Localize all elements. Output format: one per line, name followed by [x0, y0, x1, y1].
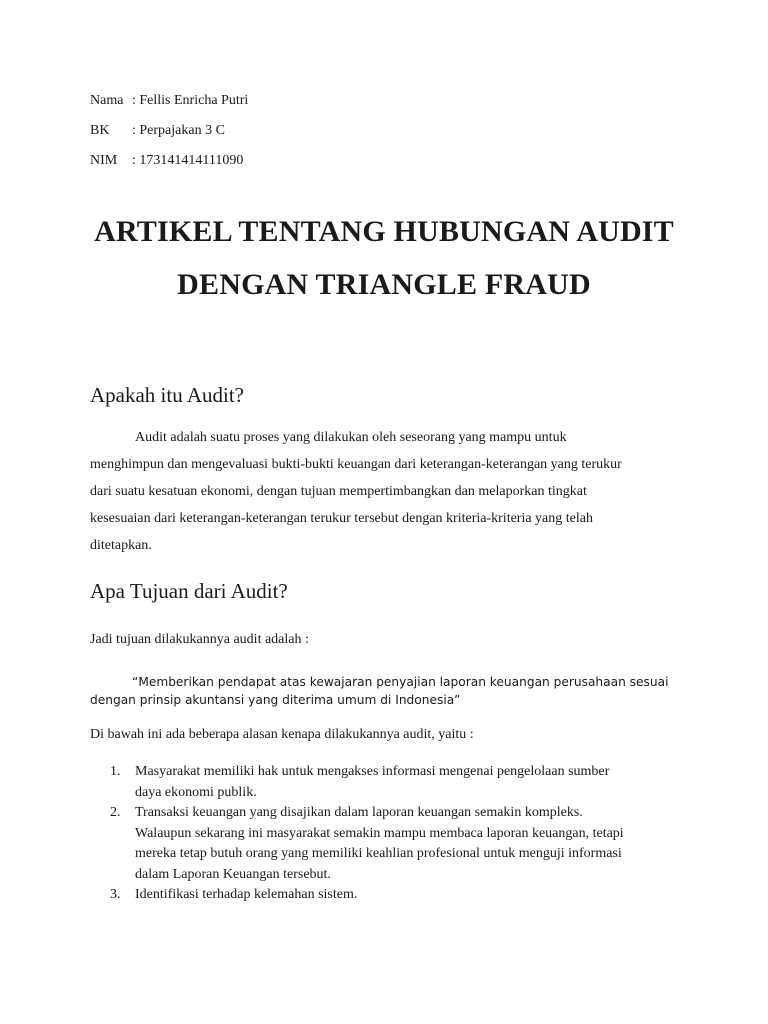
list-item-line: Masyarakat memiliki hak untuk mengakses informasi mengenai pengelolaan sumber [135, 764, 610, 779]
article-title-line-1: ARTIKEL TENTANG HUBUNGAN AUDIT [94, 215, 674, 248]
list-item [110, 885, 680, 906]
meta-nama [90, 93, 248, 109]
meta-nama-label: Nama [90, 93, 124, 108]
reasons-intro: Di bawah ini ada beberapa alasan kenapa dilakukannya audit, yaitu : [90, 727, 474, 742]
section-heading-tujuan-audit: Apa Tujuan dari Audit? [90, 579, 288, 603]
quote-line: “Memberikan pendapat atas kewajaran penyajian laporan keuangan perusahaan sesuai [132, 675, 669, 689]
list-item [110, 803, 680, 885]
tujuan-quote [90, 673, 680, 709]
list-number: 1. [110, 764, 121, 779]
meta-nim-value: : 173141414111090 [132, 153, 244, 168]
reasons-list [110, 762, 680, 906]
audit-definition-paragraph [90, 424, 690, 559]
list-number: 2. [110, 805, 121, 820]
meta-nama-value: : Fellis Enricha Putri [132, 93, 249, 108]
section-heading-apakah-audit: Apakah itu Audit? [90, 383, 244, 407]
paragraph-line: kesesuaian dari keterangan-keterangan terukur tersebut dengan kriteria-kriteria yang telah [90, 511, 593, 526]
meta-nim-label: NIM [90, 153, 118, 168]
quote-line: dengan prinsip akuntansi yang diterima umum di Indonesia” [90, 693, 461, 707]
tujuan-intro: Jadi tujuan dilakukannya audit adalah : [90, 632, 309, 647]
list-item-line: Identifikasi terhadap kelemahan sistem. [135, 887, 358, 902]
paragraph-line: dari suatu kesatuan ekonomi, dengan tujuan mempertimbangkan dan melaporkan tingkat [90, 484, 587, 499]
list-item-line: Walaupun sekarang ini masyarakat semakin mampu membaca laporan keuangan, tetapi [135, 825, 624, 841]
list-item [110, 762, 680, 803]
list-item-line: dalam Laporan Keuangan tersebut. [135, 866, 331, 882]
paragraph-line: menghimpun dan mengevaluasi bukti-bukti keuangan dari keterangan-keterangan yang terukur [90, 457, 622, 472]
article-title-line-2: DENGAN TRIANGLE FRAUD [177, 268, 591, 301]
list-item-line: Transaksi keuangan yang disajikan dalam laporan keuangan semakin kompleks. [135, 805, 583, 820]
paragraph-line: Audit adalah suatu proses yang dilakukan oleh seseorang yang mampu untuk [135, 430, 567, 445]
list-number: 3. [110, 887, 121, 902]
meta-bk-label: BK [90, 123, 110, 138]
paragraph-line: ditetapkan. [90, 538, 152, 553]
meta-bk [90, 123, 225, 139]
meta-bk-value: : Perpajakan 3 C [132, 123, 225, 138]
meta-nim [90, 153, 243, 169]
list-item-line: daya ekonomi publik. [135, 784, 257, 800]
list-item-line: mereka tetap butuh orang yang memiliki keahlian profesional untuk menguji informasi [135, 846, 622, 861]
